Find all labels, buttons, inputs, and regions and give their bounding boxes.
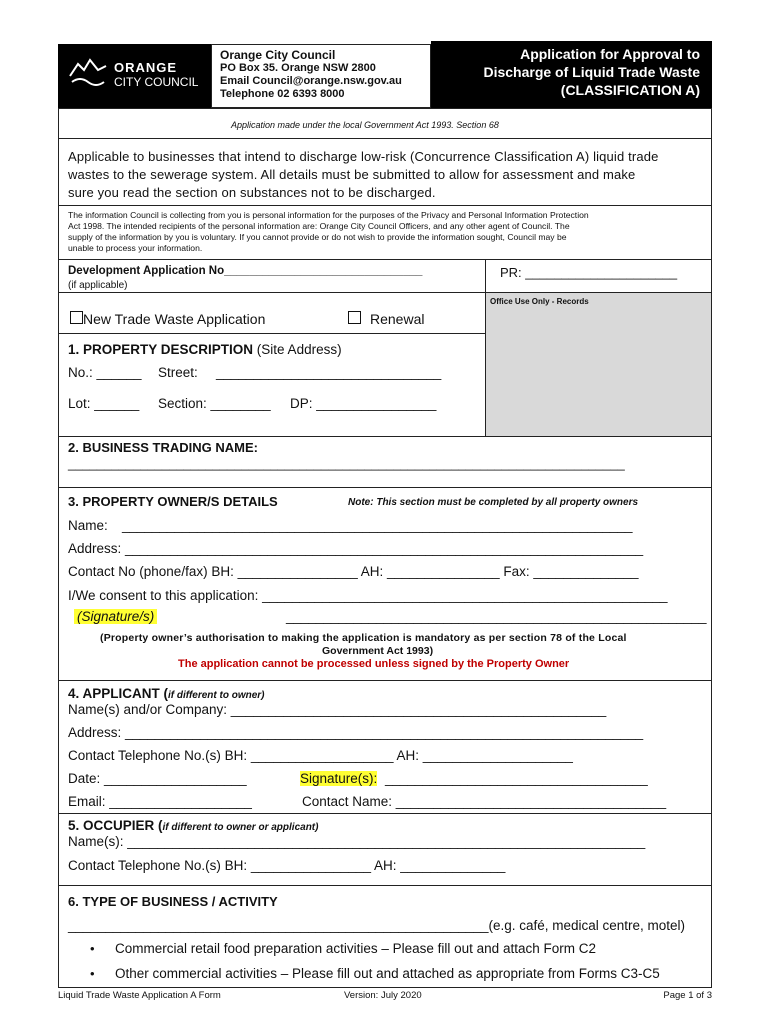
owner-consent-field[interactable]: I/We consent to this application: ______________________________________________________	[68, 588, 668, 603]
street-label: Street:	[158, 365, 198, 380]
da-field[interactable]: Development Application No_______________________________	[68, 265, 423, 277]
owner-contact-field[interactable]: Contact No (phone/fax) BH: ________________ AH: _______________ Fax: ______________	[68, 564, 639, 579]
applicant-company-field[interactable]: Name(s) and/or Company: __________________________________________________	[68, 702, 607, 717]
divider	[58, 487, 712, 488]
s6-title: 6. TYPE OF BUSINESS / ACTIVITY	[68, 894, 278, 909]
intro-line-1: Applicable to businesses that intend to discharge low-risk (Concurrence Classification A) liquid trade	[68, 149, 659, 164]
owner-name-label: Name:	[68, 518, 108, 533]
business-type-field[interactable]: ________________________________________________________(e.g. café, medical centre, motel)	[68, 918, 686, 933]
council-name: Orange City Council	[220, 48, 336, 62]
authorisation-line-1: (Property owner’s authorisation to making the application is mandatory as per section 78 of the Local	[100, 632, 627, 644]
s4-title: 4. APPLICANT (if different to owner)	[68, 686, 265, 701]
title-line-1: Application for Approval to	[520, 46, 700, 62]
bullet-icon: •	[90, 966, 95, 981]
s5-title-note: if different to owner or applicant	[162, 822, 316, 833]
owner-signature-field[interactable]: ________________________________________________________	[286, 609, 707, 624]
owner-signature-label: (Signature/s)	[74, 609, 157, 624]
applicant-contact-name-field[interactable]: Contact Name: ____________________________________	[302, 794, 667, 809]
divider	[58, 885, 712, 886]
dp-field[interactable]: DP: ________________	[290, 396, 437, 411]
footer-left: Liquid Trade Waste Application A Form	[58, 990, 221, 1001]
s5-title: 5. OCCUPIER (if different to owner or applicant)	[68, 818, 319, 833]
bullet-item-2: Other commercial activities – Please fill out and attached as appropriate from Forms C3-C5	[115, 966, 660, 981]
section-field[interactable]: Section: ________	[158, 396, 271, 411]
privacy-line-2: Act 1998. The intended recipients of the personal information are: Orange City Council Officers, and any other agent of Council. The	[68, 221, 570, 231]
s3-note: Note: This section must be completed by all property owners	[348, 497, 639, 508]
office-use-box	[486, 292, 711, 436]
intro-line-3: sure you read the section on substances not to be discharged.	[68, 185, 436, 200]
footer-right: Page 1 of 3	[663, 990, 712, 1001]
privacy-line-1: The information Council is collecting from you is personal information for the purposes of the Privacy and Personal Information Protection	[68, 210, 589, 220]
bullet-icon: •	[90, 941, 95, 956]
site-no-field[interactable]: No.: ______	[68, 365, 142, 380]
s4-title-note: if different to owner	[168, 690, 262, 701]
divider	[58, 680, 712, 681]
s3-title: 3. PROPERTY OWNER/S DETAILS	[68, 494, 278, 509]
pr-field[interactable]: PR: _____________________	[500, 265, 678, 280]
divider	[58, 292, 712, 293]
occupier-names-field[interactable]: Name(s): _____________________________________________________________________	[68, 834, 646, 849]
divider	[58, 259, 712, 260]
telephone-text: Telephone 02 6393 8000	[220, 88, 345, 100]
authorisation-line-2: Government Act 1993)	[322, 645, 434, 657]
applicant-address-field[interactable]: Address: _____________________________________________________________________	[68, 725, 644, 740]
orange-logo-icon	[68, 56, 108, 88]
divider	[58, 813, 712, 814]
applicant-date-field[interactable]: Date: ___________________	[68, 771, 247, 786]
logo-block	[58, 44, 211, 108]
privacy-line-3: supply of the information by you is voluntary. If you cannot provide or do not wish to provide the information sought, Council may be	[68, 232, 567, 242]
act-note: Application made under the local Government Act 1993. Section 68	[231, 120, 499, 130]
applicant-signature-label: Signature(s):	[300, 771, 378, 786]
s1-title-bold: 1. PROPERTY DESCRIPTION	[68, 342, 254, 357]
street-field[interactable]: ______________________________	[216, 365, 442, 380]
occupier-tel-field[interactable]: Contact Telephone No.(s) BH: ________________ AH: ______________	[68, 858, 506, 873]
renewal-checkbox[interactable]	[348, 311, 361, 324]
new-application-checkbox[interactable]	[70, 311, 83, 324]
logo-text-orange: ORANGE	[114, 60, 178, 75]
lot-field[interactable]: Lot: ______	[68, 396, 140, 411]
owner-name-field[interactable]: ____________________________________________________________________	[122, 518, 633, 533]
s1-title	[68, 342, 342, 357]
s5-title-text: 5. OCCUPIER	[68, 818, 155, 833]
da-sub: (if applicable)	[68, 280, 128, 291]
new-application-label: New Trade Waste Application	[83, 311, 266, 327]
applicant-signature-field[interactable]: ___________________________________	[385, 771, 648, 786]
s4-title-text: 4. APPLICANT	[68, 686, 160, 701]
owner-warning: The application cannot be processed unless signed by the Property Owner	[178, 658, 570, 670]
title-line-3: (CLASSIFICATION A)	[560, 82, 700, 98]
po-box: PO Box 35. Orange NSW 2800	[220, 62, 376, 74]
owner-address-field[interactable]: Address: _____________________________________________________________________	[68, 541, 644, 556]
applicant-email-field[interactable]: Email: ___________________	[68, 794, 252, 809]
email-text: Email Council@orange.nsw.gov.au	[220, 75, 402, 87]
applicant-tel-field[interactable]: Contact Telephone No.(s) BH: ___________________ AH: ____________________	[68, 748, 573, 763]
trading-name-field[interactable]: _____________________________________________________________________________	[68, 456, 625, 471]
logo-text-council: CITY COUNCIL	[114, 75, 199, 89]
privacy-line-4: unable to process your information.	[68, 243, 203, 253]
divider	[58, 138, 712, 139]
divider	[58, 436, 712, 437]
title-line-2: Discharge of Liquid Trade Waste	[483, 64, 700, 80]
intro-line-2: wastes to the sewerage system. All details must be submitted to allow for assessment and make	[68, 167, 636, 182]
bullet-item-1: Commercial retail food preparation activities – Please fill out and attach Form C2	[115, 941, 596, 956]
divider	[58, 205, 712, 206]
divider	[58, 333, 486, 334]
s2-title: 2. BUSINESS TRADING NAME:	[68, 440, 258, 455]
s1-title-rest: (Site Address)	[253, 342, 342, 357]
footer-center: Version: July 2020	[344, 990, 422, 1001]
office-use-label: Office Use Only - Records	[490, 297, 589, 306]
renewal-label: Renewal	[370, 311, 425, 327]
